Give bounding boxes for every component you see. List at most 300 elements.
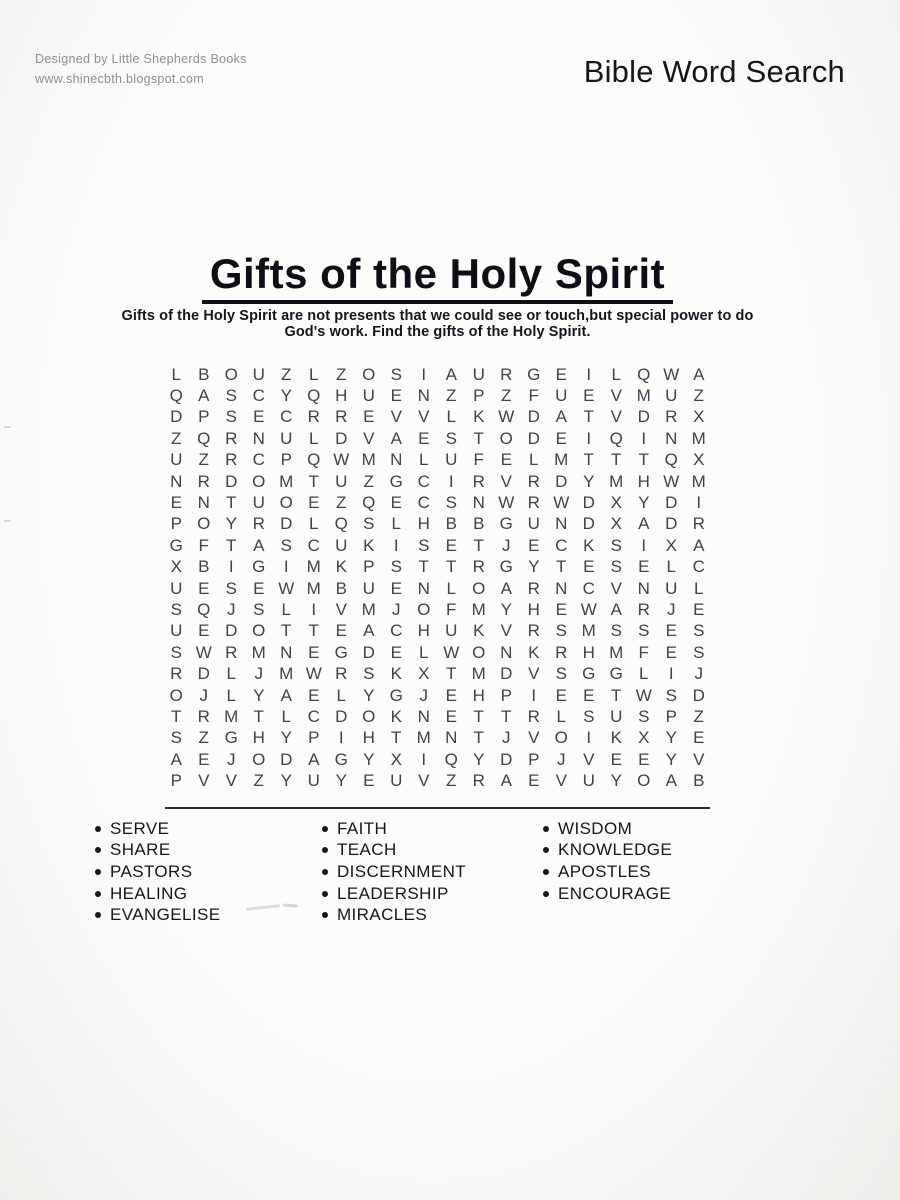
bullet-icon: [322, 847, 328, 853]
grid-cell: E: [363, 771, 375, 791]
word-list-item: [95, 840, 220, 862]
grid-cell: T: [418, 557, 429, 577]
grid-cell: V: [500, 471, 512, 491]
grid-cell: K: [335, 557, 347, 577]
grid-cell: W: [305, 664, 322, 684]
word-list-item: [322, 861, 466, 883]
grid-cell: J: [419, 685, 428, 705]
grid-cell: Y: [363, 685, 375, 705]
grid-cell: D: [582, 514, 595, 534]
grid-cell: Z: [446, 771, 457, 791]
grid-cell: M: [251, 642, 266, 662]
grid-cell: U: [610, 706, 623, 726]
grid-cell: T: [446, 557, 457, 577]
grid-cell: E: [555, 599, 567, 619]
bullet-icon: [543, 847, 549, 853]
grid-cell: R: [335, 664, 348, 684]
grid-cell: M: [609, 642, 624, 662]
grid-cell: U: [362, 578, 375, 598]
grid-cell: D: [335, 428, 348, 448]
grid-cell: J: [199, 685, 208, 705]
grid-cell: J: [502, 728, 511, 748]
bullet-icon: [95, 826, 101, 832]
bullet-icon: [322, 891, 328, 897]
bullet-icon: [95, 869, 101, 875]
grid-cell: D: [692, 685, 705, 705]
grid-cell: E: [665, 642, 677, 662]
grid-cell: W: [580, 599, 597, 619]
grid-cell: E: [253, 407, 265, 427]
grid-cell: J: [227, 749, 236, 769]
grid-cell: E: [610, 749, 622, 769]
grid-cell: T: [501, 706, 512, 726]
grid-cell: Y: [253, 685, 265, 705]
grid-cell: I: [586, 728, 592, 748]
grid-cell: T: [281, 621, 292, 641]
grid-cell: E: [308, 642, 320, 662]
grid-cell: I: [668, 664, 674, 684]
grid-cell: P: [500, 685, 512, 705]
grid-cell: N: [170, 471, 183, 491]
grid-cell: S: [583, 706, 595, 726]
grid-cell: I: [696, 493, 702, 513]
grid-cell: I: [393, 535, 399, 555]
grid-cell: C: [252, 450, 265, 470]
grid-cell: G: [527, 364, 541, 384]
grid-cell: E: [445, 685, 457, 705]
grid-cell: U: [527, 514, 540, 534]
grid-cell: U: [390, 771, 403, 791]
grid-cell: R: [472, 771, 485, 791]
grid-cell: Y: [500, 599, 512, 619]
grid-cell: N: [252, 428, 265, 448]
grid-cell: U: [280, 428, 293, 448]
grid-cell: M: [691, 471, 706, 491]
grid-cell: R: [665, 407, 678, 427]
grid-cell: R: [197, 471, 210, 491]
grid-cell: B: [335, 578, 347, 598]
word-list-column: [543, 818, 672, 904]
grid-cell: M: [279, 471, 294, 491]
grid-cell: N: [280, 642, 293, 662]
grid-cell: F: [198, 535, 209, 555]
grid-cell: L: [611, 364, 621, 384]
grid-cell: Q: [609, 428, 623, 448]
grid-cell: X: [610, 493, 622, 513]
grid-cell: K: [473, 621, 485, 641]
grid-cell: E: [583, 557, 595, 577]
grid-cell: L: [309, 514, 319, 534]
grid-cell: T: [226, 535, 237, 555]
grid-cell: E: [665, 621, 677, 641]
grid-cell: T: [308, 471, 319, 491]
grid-cell: M: [471, 664, 486, 684]
grid-cell: S: [693, 642, 705, 662]
grid-cell: R: [252, 514, 265, 534]
grid-cell: Y: [610, 771, 622, 791]
grid-cell: Z: [693, 386, 704, 406]
word-label: DISCERNMENT: [337, 861, 467, 881]
word-list-item: [322, 840, 466, 862]
grid-cell: N: [500, 642, 513, 662]
grid-cell: M: [636, 386, 651, 406]
grid-cell: P: [528, 749, 540, 769]
grid-cell: W: [635, 685, 652, 705]
grid-cell: U: [335, 471, 348, 491]
grid-cell: V: [610, 386, 622, 406]
grid-cell: P: [473, 386, 485, 406]
grid-cell: G: [169, 535, 183, 555]
grid-cell: G: [252, 557, 266, 577]
grid-cell: R: [225, 642, 238, 662]
grid-cell: X: [610, 514, 622, 534]
grid-cell: W: [443, 642, 460, 662]
grid-cell: E: [693, 728, 705, 748]
word-list-item: [322, 904, 466, 926]
puzzle-title: [0, 250, 875, 304]
grid-cell: T: [611, 685, 622, 705]
grid-cell: I: [283, 557, 289, 577]
grid-cell: V: [198, 771, 210, 791]
grid-cell: T: [556, 557, 567, 577]
grid-cell: P: [665, 706, 677, 726]
bullet-icon: [95, 847, 101, 853]
bullet-icon: [322, 869, 328, 875]
word-label: SERVE: [110, 818, 170, 838]
grid-cell: T: [473, 428, 484, 448]
grid-cell: Z: [171, 428, 182, 448]
grid-cell: L: [171, 364, 181, 384]
grid-cell: O: [362, 364, 376, 384]
grid-cell: E: [555, 685, 567, 705]
grid-cell: I: [531, 685, 537, 705]
grid-cell: O: [362, 706, 376, 726]
grid-cell: Y: [280, 771, 292, 791]
word-label: TEACH: [337, 840, 397, 860]
grid-cell: W: [498, 493, 515, 513]
grid-cell: Q: [664, 450, 678, 470]
grid-cell: T: [473, 706, 484, 726]
word-label: LEADERSHIP: [337, 883, 449, 903]
grid-cell: E: [198, 749, 210, 769]
word-search-grid: [163, 364, 713, 792]
grid-cell: Y: [335, 771, 347, 791]
grid-cell: H: [362, 728, 375, 748]
grid-cell: R: [225, 450, 238, 470]
grid-cell: S: [665, 685, 677, 705]
grid-cell: J: [667, 599, 676, 619]
grid-cell: L: [391, 514, 401, 534]
grid-cell: K: [610, 728, 622, 748]
grid-cell: A: [638, 514, 650, 534]
grid-cell: W: [663, 471, 680, 491]
grid-cell: L: [419, 642, 429, 662]
grid-cell: A: [390, 428, 402, 448]
grid-cell: A: [665, 771, 677, 791]
grid-cell: L: [309, 428, 319, 448]
grid-cell: T: [583, 407, 594, 427]
grid-cell: L: [226, 664, 236, 684]
grid-cell: B: [693, 771, 705, 791]
grid-cell: N: [665, 428, 678, 448]
grid-cell: W: [553, 493, 570, 513]
word-label: KNOWLEDGE: [558, 840, 673, 860]
grid-cell: A: [610, 599, 622, 619]
grid-cell: D: [362, 642, 375, 662]
grid-cell: N: [197, 493, 210, 513]
word-label: MIRACLES: [337, 905, 428, 925]
grid-cell: R: [555, 642, 568, 662]
grid-cell: Y: [280, 386, 292, 406]
word-label: HEALING: [110, 883, 188, 903]
grid-cell: V: [528, 664, 540, 684]
grid-cell: I: [448, 471, 454, 491]
grid-cell: A: [198, 386, 210, 406]
grid-cell: M: [224, 706, 239, 726]
grid-cell: D: [637, 407, 650, 427]
grid-cell: C: [252, 386, 265, 406]
grid-cell: M: [279, 664, 294, 684]
grid-cell: M: [691, 428, 706, 448]
credit-line-2: www.shinecbth.blogspot.com: [35, 72, 204, 86]
grid-cell: A: [253, 535, 265, 555]
series-title: Bible Word Search: [583, 54, 845, 89]
grid-cell: J: [392, 599, 401, 619]
grid-cell: Y: [528, 557, 540, 577]
instructions-line-2: God's work. Find the gifts of the Holy Spirit.: [284, 324, 591, 340]
grid-cell: D: [280, 749, 293, 769]
grid-cell: C: [307, 706, 320, 726]
grid-cell: S: [555, 621, 567, 641]
grid-cell: K: [390, 706, 402, 726]
grid-cell: A: [280, 685, 292, 705]
grid-cell: N: [445, 728, 458, 748]
grid-cell: E: [390, 578, 402, 598]
grid-cell: R: [500, 364, 513, 384]
grid-cell: Q: [334, 514, 348, 534]
grid-cell: F: [446, 599, 457, 619]
grid-cell: M: [416, 728, 431, 748]
grid-cell: U: [362, 386, 375, 406]
grid-cell: R: [637, 599, 650, 619]
grid-cell: Z: [336, 493, 347, 513]
grid-cell: E: [638, 749, 650, 769]
grid-cell: R: [527, 471, 540, 491]
grid-cell: K: [473, 407, 485, 427]
grid-cell: X: [665, 535, 677, 555]
grid-cell: D: [665, 514, 678, 534]
grid-cell: Z: [198, 728, 209, 748]
word-list-item: [95, 861, 220, 883]
grid-cell: F: [473, 450, 484, 470]
grid-cell: N: [417, 578, 430, 598]
grid-cell: E: [555, 428, 567, 448]
bullet-icon: [95, 912, 101, 918]
grid-cell: U: [307, 771, 320, 791]
grid-cell: M: [361, 599, 376, 619]
grid-cell: I: [311, 599, 317, 619]
grid-cell: P: [280, 450, 292, 470]
grid-cell: B: [198, 557, 210, 577]
grid-cell: D: [335, 706, 348, 726]
grid-cell: N: [390, 450, 403, 470]
grid-cell: T: [171, 706, 182, 726]
grid-cell: O: [554, 728, 568, 748]
grid-cell: N: [555, 578, 568, 598]
grid-cell: E: [638, 557, 650, 577]
grid-cell: H: [252, 728, 265, 748]
word-list-item: [322, 883, 466, 905]
grid-cell: A: [500, 771, 512, 791]
grid-cell: A: [555, 407, 567, 427]
word-list-item: [95, 818, 220, 840]
grid-cell: E: [390, 386, 402, 406]
grid-cell: R: [527, 706, 540, 726]
grid-cell: S: [170, 728, 182, 748]
grid-cell: E: [445, 706, 457, 726]
bullet-icon: [322, 912, 328, 918]
grid-cell: Y: [583, 471, 595, 491]
grid-cell: T: [473, 728, 484, 748]
grid-cell: O: [472, 642, 486, 662]
grid-cell: V: [225, 771, 237, 791]
bullet-icon: [543, 869, 549, 875]
grid-cell: X: [693, 407, 705, 427]
grid-cell: R: [527, 621, 540, 641]
grid-cell: S: [280, 535, 292, 555]
grid-cell: S: [225, 578, 237, 598]
grid-cell: E: [555, 364, 567, 384]
grid-cell: O: [252, 749, 266, 769]
grid-cell: L: [694, 578, 704, 598]
grid-cell: G: [334, 749, 348, 769]
grid-cell: C: [417, 493, 430, 513]
grid-cell: U: [472, 364, 485, 384]
grid-cell: R: [307, 407, 320, 427]
bullet-icon: [543, 826, 549, 832]
grid-cell: E: [253, 578, 265, 598]
grid-cell: T: [583, 450, 594, 470]
word-list-item: [543, 861, 672, 883]
grid-cell: M: [361, 450, 376, 470]
grid-cell: U: [335, 535, 348, 555]
grid-cell: Y: [280, 728, 292, 748]
word-label: APOSTLES: [558, 861, 651, 881]
grid-cell: L: [556, 706, 566, 726]
grid-cell: Z: [198, 450, 209, 470]
grid-cell: H: [335, 386, 348, 406]
grid-cell: V: [500, 621, 512, 641]
grid-cell: C: [390, 621, 403, 641]
word-list-item: [543, 883, 672, 905]
word-list-column: [322, 818, 466, 926]
grid-cell: C: [280, 407, 293, 427]
grid-cell: D: [225, 471, 238, 491]
word-label: EVANGELISE: [110, 905, 221, 925]
grid-cell: L: [226, 685, 236, 705]
grid-cell: Q: [307, 386, 321, 406]
grid-cell: S: [555, 664, 567, 684]
grid-cell: L: [419, 450, 429, 470]
grid-cell: Y: [665, 728, 677, 748]
grid-cell: A: [693, 535, 705, 555]
grid-cell: T: [226, 493, 237, 513]
grid-cell: H: [417, 514, 430, 534]
grid-cell: M: [471, 599, 486, 619]
grid-cell: E: [390, 493, 402, 513]
grid-cell: Y: [665, 749, 677, 769]
grid-cell: O: [499, 428, 513, 448]
grid-cell: D: [582, 493, 595, 513]
grid-cell: P: [170, 771, 182, 791]
grid-cell: A: [308, 749, 320, 769]
grid-cell: T: [308, 621, 319, 641]
grid-cell: R: [170, 664, 183, 684]
grid-cell: N: [472, 493, 485, 513]
grid-cell: U: [665, 578, 678, 598]
grid-cell: B: [473, 514, 485, 534]
grid-cell: Z: [363, 471, 374, 491]
grid-cell: G: [499, 514, 513, 534]
grid-cell: L: [446, 578, 456, 598]
grid-cell: R: [225, 428, 238, 448]
bullet-icon: [322, 826, 328, 832]
grid-cell: R: [527, 493, 540, 513]
grid-cell: S: [638, 621, 650, 641]
scan-smudge: [283, 903, 298, 907]
grid-cell: X: [390, 749, 402, 769]
grid-cell: J: [227, 599, 236, 619]
grid-cell: Z: [501, 386, 512, 406]
grid-cell: Z: [253, 771, 264, 791]
instructions-line-1: Gifts of the Holy Spirit are not presents that we could see or touch,but special power to do: [121, 308, 754, 324]
grid-cell: I: [421, 364, 427, 384]
word-list-item: [95, 904, 220, 926]
grid-cell: J: [694, 664, 703, 684]
grid-cell: E: [198, 621, 210, 641]
grid-cell: V: [693, 749, 705, 769]
grid-cell: U: [252, 364, 265, 384]
grid-cell: X: [418, 664, 430, 684]
grid-cell: D: [225, 621, 238, 641]
grid-cell: E: [308, 493, 320, 513]
grid-cell: S: [225, 386, 237, 406]
grid-cell: E: [390, 642, 402, 662]
grid-cell: U: [252, 493, 265, 513]
grid-cell: R: [197, 706, 210, 726]
grid-cell: Q: [637, 364, 651, 384]
grid-cell: S: [170, 642, 182, 662]
grid-cell: I: [586, 364, 592, 384]
grid-cell: I: [641, 428, 647, 448]
grid-cell: V: [610, 407, 622, 427]
grid-cell: E: [418, 428, 430, 448]
grid-cell: S: [610, 621, 622, 641]
grid-cell: H: [472, 685, 485, 705]
word-list-item: [322, 818, 466, 840]
grid-cell: M: [306, 578, 321, 598]
grid-cell: G: [334, 642, 348, 662]
grid-cell: P: [308, 728, 320, 748]
grid-cell: M: [581, 621, 596, 641]
grid-cell: I: [586, 428, 592, 448]
scan-speck: [4, 520, 11, 522]
grid-cell: U: [170, 578, 183, 598]
word-label: ENCOURAGE: [558, 883, 672, 903]
grid-cell: A: [693, 364, 705, 384]
puzzle-title-text: Gifts of the Holy Spirit: [202, 250, 673, 304]
grid-cell: O: [637, 771, 651, 791]
